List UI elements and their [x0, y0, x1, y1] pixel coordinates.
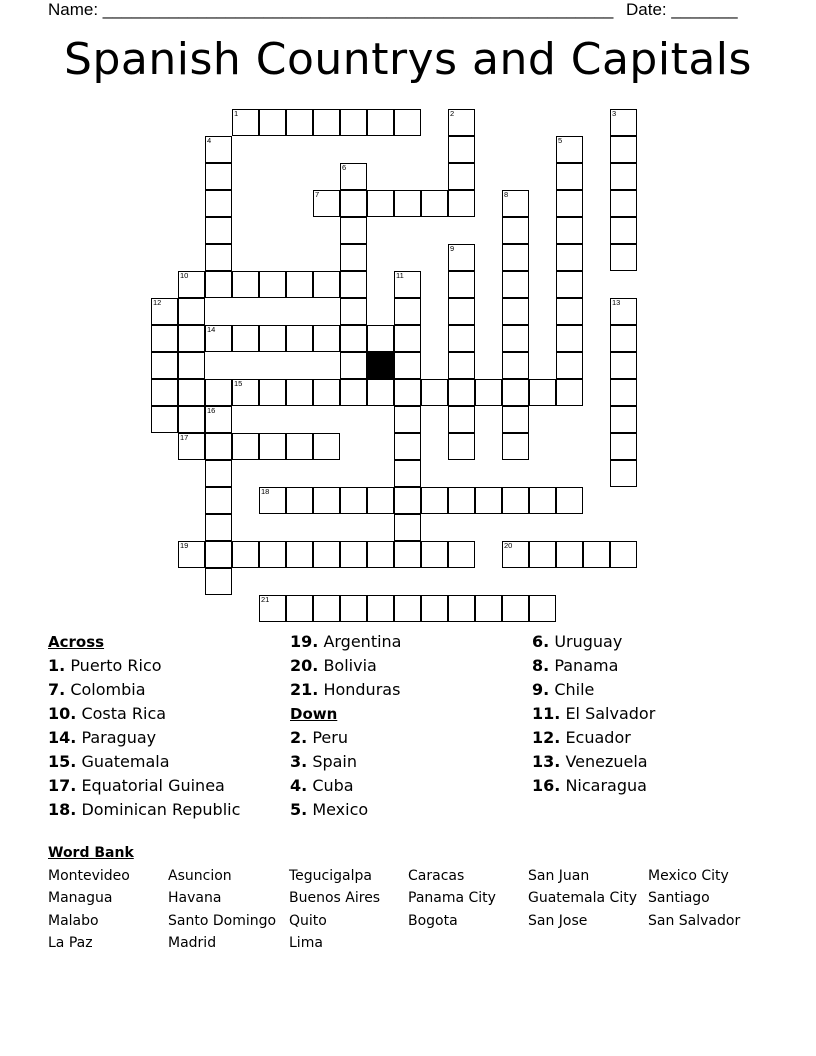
clue-number: 15 — [234, 379, 243, 388]
grid-cell[interactable] — [286, 595, 313, 622]
clue-number: 21 — [261, 595, 270, 604]
clue-item-number: 8. — [532, 656, 550, 675]
grid-cell[interactable] — [286, 379, 313, 406]
clue-number: 17 — [180, 433, 189, 442]
grid-cell[interactable] — [421, 487, 448, 514]
clue-item-number: 12. — [532, 728, 561, 747]
grid-cell[interactable] — [205, 379, 232, 406]
word-bank-item: Quito — [289, 913, 327, 929]
grid-cell[interactable] — [178, 298, 205, 325]
grid-cell[interactable] — [448, 379, 475, 406]
word-bank-item: Panama City — [408, 890, 496, 906]
grid-cell[interactable] — [340, 595, 367, 622]
grid-cell[interactable] — [394, 460, 421, 487]
clue-item-number: 9. — [532, 680, 550, 699]
clue-item-number: 16. — [532, 776, 561, 795]
grid-cell[interactable] — [367, 379, 394, 406]
grid-cell[interactable] — [340, 298, 367, 325]
clue-number: 2 — [450, 109, 455, 118]
clue-number: 9 — [450, 244, 455, 253]
grid-cell[interactable] — [448, 298, 475, 325]
grid-cell[interactable] — [367, 190, 394, 217]
grid-cell[interactable] — [610, 460, 637, 487]
clue-item-text: Mexico — [312, 800, 369, 819]
clue-item-number: 6. — [532, 632, 550, 651]
grid-cell[interactable] — [610, 406, 637, 433]
clue-number: 19 — [180, 541, 189, 550]
grid-cell[interactable] — [313, 541, 340, 568]
clue-item-number: 7. — [48, 680, 66, 699]
grid-cell[interactable] — [205, 514, 232, 541]
word-bank-item: Managua — [48, 890, 113, 906]
grid-cell[interactable] — [205, 271, 232, 298]
clue-item — [532, 750, 655, 774]
clue-item — [290, 798, 401, 822]
grid-cell[interactable] — [340, 379, 367, 406]
grid-cell[interactable] — [448, 136, 475, 163]
clue-item-text: Paraguay — [81, 728, 157, 747]
clue-item-text: Puerto Rico — [70, 656, 162, 675]
grid-cell[interactable] — [502, 487, 529, 514]
clue-item-text: Venezuela — [565, 752, 648, 771]
grid-cell[interactable] — [313, 487, 340, 514]
clue-item-text: Peru — [312, 728, 348, 747]
clue-item-text: Nicaragua — [565, 776, 647, 795]
grid-cell[interactable] — [232, 541, 259, 568]
grid-cell[interactable] — [421, 595, 448, 622]
clue-item — [48, 798, 240, 822]
grid-cell[interactable] — [205, 433, 232, 460]
grid-cell[interactable] — [502, 433, 529, 460]
clue-item-text: Colombia — [70, 680, 146, 699]
grid-cell[interactable] — [556, 352, 583, 379]
grid-cell[interactable] — [556, 487, 583, 514]
grid-cell[interactable] — [610, 190, 637, 217]
clue-item — [532, 654, 655, 678]
grid-cell[interactable] — [367, 595, 394, 622]
clue-column-1 — [48, 630, 240, 822]
word-bank-item: San Jose — [528, 913, 588, 929]
clue-item-number: 18. — [48, 800, 77, 819]
word-bank-item: Madrid — [168, 935, 217, 951]
date-field-label: Date: _______ — [626, 0, 738, 19]
word-bank-item: Lima — [289, 935, 323, 951]
clue-item-text: Cuba — [312, 776, 354, 795]
clue-number: 20 — [504, 541, 513, 550]
grid-cell[interactable] — [340, 541, 367, 568]
clue-item-text: Equatorial Guinea — [81, 776, 225, 795]
word-bank-item: Caracas — [408, 868, 465, 884]
clue-number: 12 — [153, 298, 162, 307]
grid-cell[interactable] — [205, 460, 232, 487]
grid-cell[interactable] — [394, 379, 421, 406]
grid-cell[interactable] — [232, 433, 259, 460]
clue-number: 6 — [342, 163, 347, 172]
grid-cell[interactable] — [502, 217, 529, 244]
grid-cell[interactable] — [151, 379, 178, 406]
grid-cell[interactable] — [232, 271, 259, 298]
clue-item — [48, 774, 240, 798]
clue-item — [48, 678, 240, 702]
word-bank-item: Santo Domingo — [168, 913, 277, 929]
grid-cell[interactable] — [286, 109, 313, 136]
grid-cell[interactable] — [178, 325, 205, 352]
grid-cell[interactable] — [151, 325, 178, 352]
grid-cell[interactable] — [286, 271, 313, 298]
grid-cell[interactable] — [259, 541, 286, 568]
grid-cell[interactable] — [367, 541, 394, 568]
grid-cell[interactable] — [259, 109, 286, 136]
grid-cell[interactable] — [610, 244, 637, 271]
black-cell — [367, 352, 394, 379]
grid-cell[interactable] — [556, 541, 583, 568]
grid-cell[interactable] — [421, 190, 448, 217]
grid-cell[interactable] — [502, 271, 529, 298]
grid-cell[interactable] — [448, 541, 475, 568]
clue-number: 8 — [504, 190, 509, 199]
grid-cell[interactable] — [610, 433, 637, 460]
grid-cell[interactable] — [178, 406, 205, 433]
clue-item — [48, 726, 240, 750]
clue-item — [532, 630, 655, 654]
clue-item-text: Dominican Republic — [81, 800, 241, 819]
clue-number: 16 — [207, 406, 216, 415]
clue-item-text: El Salvador — [565, 704, 656, 723]
grid-cell[interactable] — [340, 271, 367, 298]
clue-item-text: Uruguay — [554, 632, 623, 651]
grid-cell[interactable] — [205, 568, 232, 595]
clue-item-number: 21. — [290, 680, 319, 699]
grid-cell[interactable] — [475, 487, 502, 514]
clue-item — [290, 630, 401, 654]
word-bank-item: Montevideo — [48, 868, 130, 884]
clue-item-text: Argentina — [323, 632, 402, 651]
clue-number: 13 — [612, 298, 621, 307]
clue-item — [290, 654, 401, 678]
clue-item-number: 19. — [290, 632, 319, 651]
grid-cell[interactable] — [286, 433, 313, 460]
word-bank-item: Buenos Aires — [289, 890, 381, 906]
grid-cell[interactable] — [340, 352, 367, 379]
word-bank-item: Malabo — [48, 913, 99, 929]
grid-cell[interactable] — [286, 325, 313, 352]
grid-cell[interactable] — [232, 325, 259, 352]
word-bank-item: La Paz — [48, 935, 93, 951]
clue-item-text: Panama — [554, 656, 619, 675]
clue-item-number: 4. — [290, 776, 308, 795]
clue-item-number: 2. — [290, 728, 308, 747]
grid-cell[interactable] — [502, 244, 529, 271]
grid-cell[interactable] — [610, 325, 637, 352]
grid-cell[interactable] — [313, 325, 340, 352]
grid-cell[interactable] — [313, 379, 340, 406]
clue-item-number: 10. — [48, 704, 77, 723]
grid-cell[interactable] — [394, 325, 421, 352]
name-field-label: Name: ______________________________________________________ — [48, 0, 614, 19]
grid-cell[interactable] — [475, 379, 502, 406]
grid-cell[interactable] — [367, 109, 394, 136]
page-title: Spanish Countrys and Capitals — [64, 34, 752, 85]
grid-cell[interactable] — [448, 433, 475, 460]
grid-cell[interactable] — [556, 163, 583, 190]
grid-cell[interactable] — [421, 379, 448, 406]
grid-cell[interactable] — [205, 541, 232, 568]
grid-cell[interactable] — [205, 217, 232, 244]
word-bank-item: Havana — [168, 890, 222, 906]
clue-column-2 — [290, 630, 401, 822]
grid-cell[interactable] — [610, 352, 637, 379]
clue-item — [532, 702, 655, 726]
clue-number: 7 — [315, 190, 320, 199]
grid-cell[interactable] — [394, 352, 421, 379]
grid-cell[interactable] — [205, 244, 232, 271]
grid-cell[interactable] — [448, 190, 475, 217]
clue-item-text: Honduras — [323, 680, 401, 699]
grid-cell[interactable] — [502, 379, 529, 406]
grid-cell[interactable] — [529, 541, 556, 568]
clue-section-heading: Across — [48, 633, 105, 651]
grid-cell[interactable] — [367, 487, 394, 514]
word-bank-item: Mexico City — [648, 868, 729, 884]
grid-cell[interactable] — [502, 352, 529, 379]
clue-number: 10 — [180, 271, 189, 280]
grid-cell[interactable] — [340, 244, 367, 271]
clue-item — [48, 702, 240, 726]
word-bank-item: Tegucigalpa — [289, 868, 372, 884]
grid-cell[interactable] — [448, 325, 475, 352]
grid-cell[interactable] — [205, 190, 232, 217]
grid-cell[interactable] — [394, 487, 421, 514]
grid-cell[interactable] — [610, 217, 637, 244]
clue-item — [532, 678, 655, 702]
clue-item-number: 3. — [290, 752, 308, 771]
grid-cell[interactable] — [502, 298, 529, 325]
clue-item — [48, 750, 240, 774]
grid-cell[interactable] — [340, 190, 367, 217]
grid-cell[interactable] — [610, 136, 637, 163]
grid-cell[interactable] — [394, 595, 421, 622]
grid-cell[interactable] — [313, 595, 340, 622]
grid-cell[interactable] — [448, 595, 475, 622]
grid-cell[interactable] — [367, 325, 394, 352]
clue-number: 4 — [207, 136, 212, 145]
grid-cell[interactable] — [502, 595, 529, 622]
word-bank-item: Bogota — [408, 913, 458, 929]
clue-item — [290, 774, 401, 798]
clue-item-number: 14. — [48, 728, 77, 747]
clue-item-text: Ecuador — [565, 728, 631, 747]
grid-cell[interactable] — [286, 487, 313, 514]
grid-cell[interactable] — [313, 271, 340, 298]
grid-cell[interactable] — [394, 190, 421, 217]
grid-cell[interactable] — [529, 595, 556, 622]
clue-item-number: 1. — [48, 656, 66, 675]
grid-cell[interactable] — [394, 514, 421, 541]
grid-cell[interactable] — [556, 298, 583, 325]
clue-number: 14 — [207, 325, 216, 334]
grid-cell[interactable] — [448, 487, 475, 514]
clue-number: 1 — [234, 109, 239, 118]
grid-cell[interactable] — [475, 595, 502, 622]
clue-number: 11 — [396, 271, 404, 280]
grid-cell[interactable] — [556, 190, 583, 217]
grid-cell[interactable] — [556, 244, 583, 271]
grid-cell[interactable] — [394, 541, 421, 568]
grid-cell[interactable] — [259, 271, 286, 298]
clue-item — [290, 678, 401, 702]
clue-item-number: 13. — [532, 752, 561, 771]
grid-cell[interactable] — [394, 109, 421, 136]
grid-cell[interactable] — [205, 487, 232, 514]
grid-cell[interactable] — [502, 325, 529, 352]
grid-cell[interactable] — [448, 406, 475, 433]
grid-cell[interactable] — [151, 352, 178, 379]
grid-cell[interactable] — [259, 325, 286, 352]
grid-cell[interactable] — [259, 379, 286, 406]
grid-cell[interactable] — [610, 541, 637, 568]
grid-cell[interactable] — [583, 541, 610, 568]
grid-cell[interactable] — [259, 433, 286, 460]
word-bank-item: Asuncion — [168, 868, 232, 884]
grid-cell[interactable] — [394, 298, 421, 325]
word-bank-item: San Juan — [528, 868, 590, 884]
word-bank-item: Santiago — [648, 890, 710, 906]
grid-cell[interactable] — [340, 217, 367, 244]
clue-item — [290, 750, 401, 774]
grid-cell[interactable] — [313, 433, 340, 460]
grid-cell[interactable] — [340, 109, 367, 136]
clue-number: 3 — [612, 109, 617, 118]
clue-item-number: 20. — [290, 656, 319, 675]
clue-number: 5 — [558, 136, 563, 145]
grid-cell[interactable] — [151, 406, 178, 433]
clue-item-text: Guatemala — [81, 752, 170, 771]
grid-cell[interactable] — [340, 487, 367, 514]
grid-cell[interactable] — [205, 163, 232, 190]
clue-item — [290, 726, 401, 750]
grid-cell[interactable] — [556, 217, 583, 244]
word-bank-item: San Salvador — [648, 913, 741, 929]
grid-cell[interactable] — [340, 325, 367, 352]
clue-item-text: Spain — [312, 752, 358, 771]
grid-cell[interactable] — [556, 325, 583, 352]
clue-item — [532, 774, 655, 798]
clue-number: 18 — [261, 487, 270, 496]
clue-item-number: 15. — [48, 752, 77, 771]
grid-cell[interactable] — [421, 541, 448, 568]
clue-item — [48, 654, 240, 678]
clue-item-number: 5. — [290, 800, 308, 819]
clue-item — [532, 726, 655, 750]
grid-cell[interactable] — [610, 379, 637, 406]
clue-item-text: Costa Rica — [81, 704, 167, 723]
grid-cell[interactable] — [394, 433, 421, 460]
clue-item-text: Chile — [554, 680, 595, 699]
clue-column-3 — [532, 630, 655, 798]
clue-item-number: 11. — [532, 704, 561, 723]
grid-cell[interactable] — [313, 109, 340, 136]
grid-cell[interactable] — [178, 352, 205, 379]
grid-cell[interactable] — [502, 406, 529, 433]
grid-cell[interactable] — [286, 541, 313, 568]
grid-cell[interactable] — [529, 379, 556, 406]
grid-cell[interactable] — [448, 271, 475, 298]
grid-cell[interactable] — [529, 487, 556, 514]
grid-cell[interactable] — [178, 379, 205, 406]
clue-item-text: Bolivia — [323, 656, 377, 675]
grid-cell[interactable] — [448, 352, 475, 379]
clue-item-number: 17. — [48, 776, 77, 795]
grid-cell[interactable] — [556, 379, 583, 406]
grid-cell[interactable] — [556, 271, 583, 298]
grid-cell[interactable] — [610, 163, 637, 190]
clue-section-heading: Down — [290, 705, 338, 723]
grid-cell[interactable] — [448, 163, 475, 190]
word-bank-item: Guatemala City — [528, 890, 637, 906]
grid-cell[interactable] — [394, 406, 421, 433]
word-bank-title: Word Bank — [48, 845, 134, 861]
